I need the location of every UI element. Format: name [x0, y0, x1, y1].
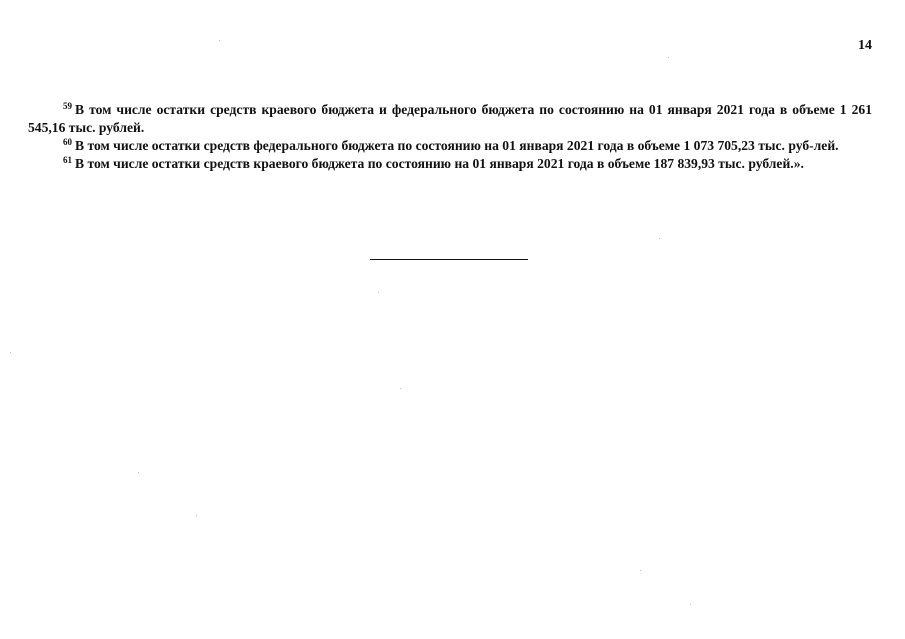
- footnote-60: [28, 137, 872, 155]
- scan-speck: [219, 40, 220, 41]
- scan-speck: [138, 472, 139, 473]
- footnote-text: В том числе остатки средств федерального бюджета по состоянию на 01 января 2021 года в объеме 1 073 705,23 тыс. руб-лей.: [75, 138, 839, 153]
- footnote-mark: 60: [63, 137, 72, 147]
- footnote-mark: 61: [63, 155, 72, 165]
- scan-speck: [196, 515, 197, 516]
- scan-speck: [690, 604, 691, 605]
- footnote-61: [28, 155, 872, 173]
- footnote-59: [28, 101, 872, 137]
- scan-speck: [640, 570, 641, 571]
- end-separator-line: [370, 259, 528, 260]
- scan-speck: [378, 292, 379, 293]
- footnote-text: В том числе остатки средств краевого бюджета и федерального бюджета по состоянию на 01 января 2021 года в объеме 1 261 545,16 тыс. рублей.: [28, 102, 872, 135]
- scan-speck: [10, 352, 11, 353]
- footnote-text: В том числе остатки средств краевого бюджета по состоянию на 01 января 2021 года в объеме 187 839,93 тыс. рублей.».: [75, 156, 804, 171]
- footnote-mark: 59: [63, 101, 72, 111]
- page-number: 14: [858, 38, 872, 53]
- scan-speck: [400, 388, 401, 389]
- scan-speck: [659, 238, 660, 239]
- scan-speck: [668, 57, 669, 58]
- footnotes-block: [28, 101, 872, 173]
